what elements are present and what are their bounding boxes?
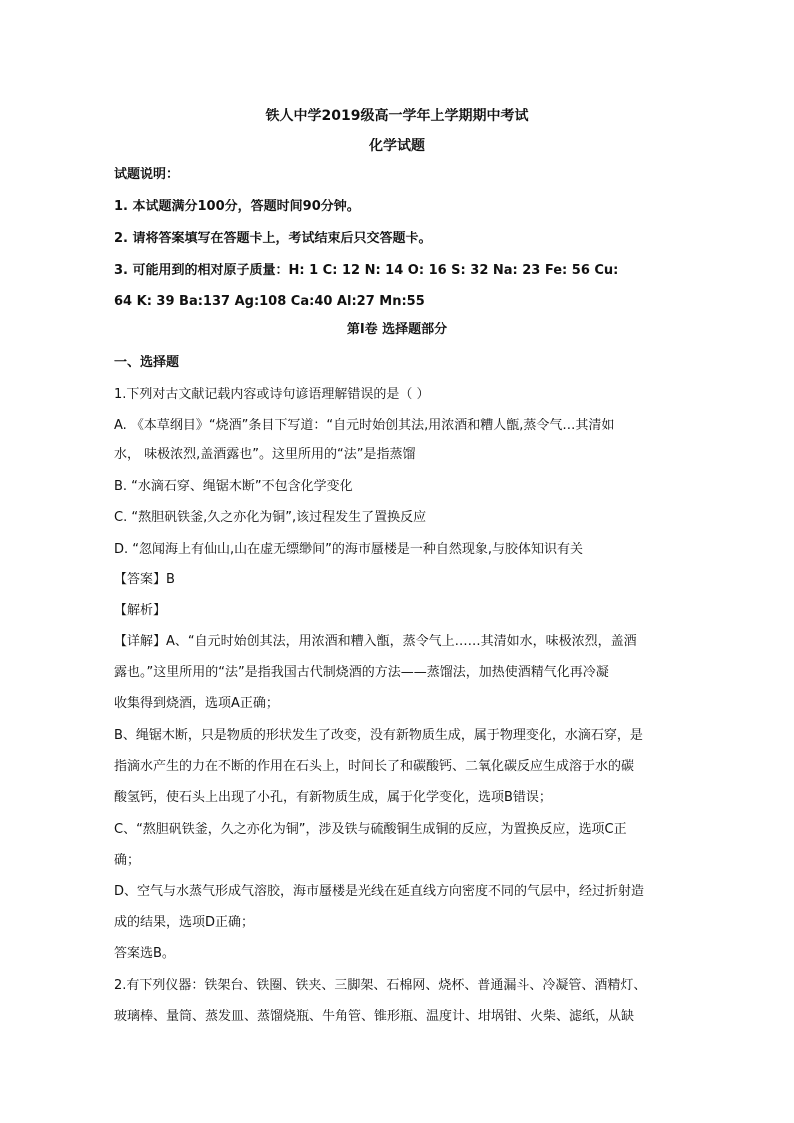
analysis-heading: 【解析】: [114, 603, 167, 618]
analysis-line: 露也。”这里所用的“法”是指我国古代制烧酒的方法——蒸馏法，加热使酒精气化再冷凝: [114, 665, 609, 680]
instructions-heading: 试题说明：: [114, 167, 180, 182]
analysis-line: B、绳锯木断，只是物质的形状发生了改变，没有新物质生成，属于物理变化，水滴石穿，是: [114, 728, 643, 743]
instruction-item: 64 K: 39 Ba:137 Ag:108 Ca:40 Al:27 Mn:55: [114, 294, 425, 309]
analysis-line: 确；: [114, 853, 141, 868]
section-title: 第Ⅰ卷 选择题部分: [346, 322, 448, 337]
analysis-line: 成的结果，选项D正确；: [114, 915, 255, 930]
option-b: B. “水滴石穿、绳锯木断”不包含化学变化: [114, 479, 353, 494]
option-c: C. “熬胆矾铁釜,久之亦化为铜”,该过程发生了置换反应: [114, 510, 427, 525]
question2-line: 2.有下列仪器：铁架台、铁圈、铁夹、三脚架、石棉网、烧杯、普通漏斗、冷凝管、酒精灯、: [114, 978, 647, 993]
analysis-line: 酸氢钙，使石头上出现了小孔，有新物质生成，属于化学变化，选项B错误；: [114, 790, 552, 805]
instruction-item: 3. 可能用到的相对原子质量：H: 1 C: 12 N: 14 O: 16 S: 32 Na: 23 Fe: 56 Cu:: [114, 263, 619, 278]
exam-subject: 化学试题: [369, 138, 425, 154]
question2-line: 玻璃棒、量筒、蒸发皿、蒸馏烧瓶、牛角管、锥形瓶、温度计、坩埚钳、火柴、滤纸，从缺: [114, 1009, 635, 1024]
option-a-line2: 水， 味极浓烈,盖酒露也”。这里所用的“法”是指蒸馏: [114, 447, 416, 462]
analysis-line: 收集得到烧酒，选项A正确；: [114, 696, 279, 711]
analysis-line: 指滴水产生的力在不断的作用在石头上，时间长了和碳酸钙、二氧化碳反应生成溶于水的碳: [114, 759, 635, 774]
instruction-item: 2. 请将答案填写在答题卡上，考试结束后只交答题卡。: [114, 231, 432, 246]
analysis-line: C、“熬胆矾铁釜，久之亦化为铜”，涉及铁与硫酸铜生成铜的反应，为置换反应，选项C正: [114, 822, 627, 837]
analysis-line: D、空气与水蒸气形成气溶胶，海市蜃楼是光线在延直线方向密度不同的气层中，经过折射造: [114, 884, 645, 899]
instruction-item: 1. 本试题满分100分，答题时间90分钟。: [114, 199, 360, 214]
section-heading: 一、选择题: [114, 355, 180, 370]
option-a-line1: A. 《本草纲目》“烧酒”条目下写道：“自元时始创其法,用浓酒和糟人甑,蒸令气…其清如: [114, 418, 615, 433]
question-stem: 1.下列对古文献记载内容或诗句谚语理解错误的是（ ）: [114, 387, 430, 402]
analysis-line: 答案选B。: [114, 946, 175, 961]
analysis-line: 【详解】A、“自元时始创其法，用浓酒和糟入甑，蒸令气上……其清如水，味极浓烈，盖酒: [114, 634, 637, 649]
exam-title: 铁人中学2019级高一学年上学期期中考试: [265, 108, 529, 124]
option-d: D. “忽闻海上有仙山,山在虚无缥缈间”的海市蜃楼是一种自然现象,与胶体知识有关: [114, 542, 584, 557]
answer-label: 【答案】B: [114, 572, 175, 587]
